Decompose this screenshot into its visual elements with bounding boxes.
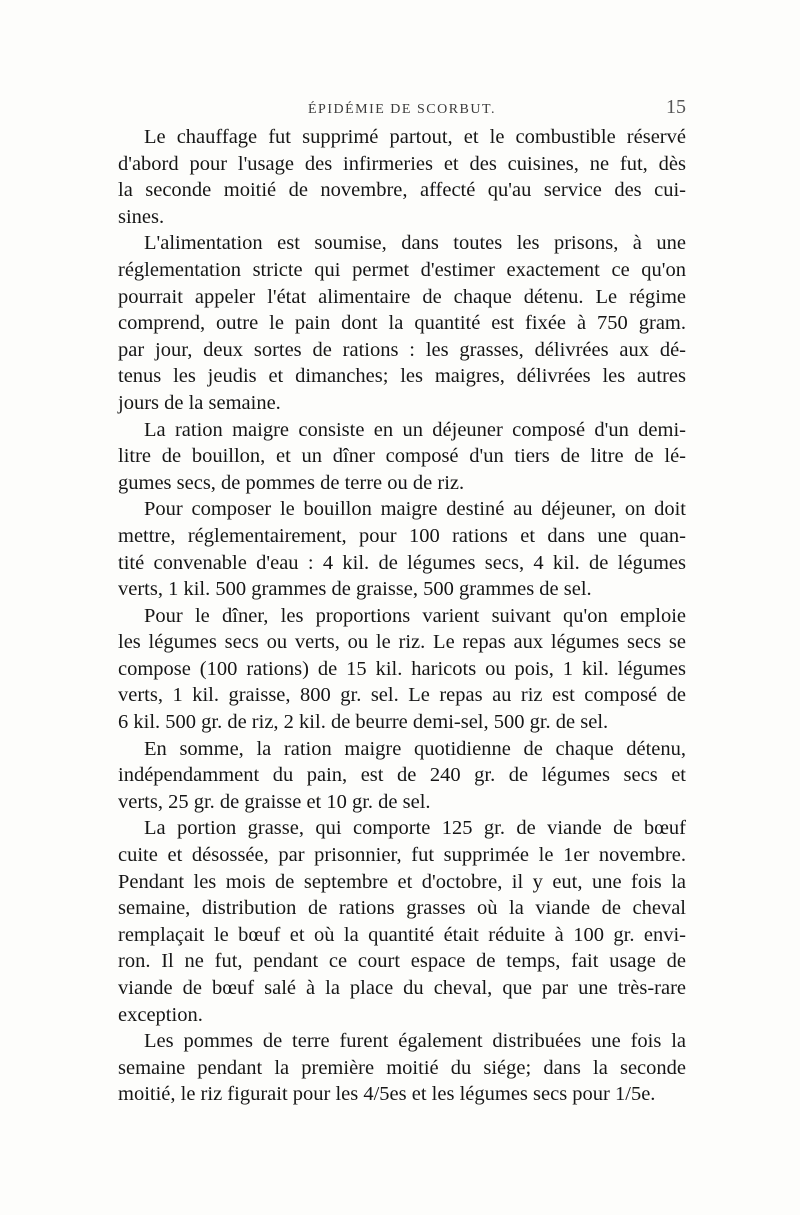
paragraph xyxy=(118,736,686,816)
text-line: viande de bœuf salé à la place du cheval, que par une très-rare xyxy=(118,977,686,999)
text-line: semaine pendant la première moitié du siége; dans la seconde xyxy=(118,1056,686,1079)
paragraph xyxy=(118,124,686,230)
text-line: ron. Il ne fut, pendant ce court espace de temps, fait usage de xyxy=(118,950,686,973)
text-line: verts, 1 kil. graisse, 800 gr. sel. Le repas au riz est composé de xyxy=(118,684,686,707)
text-line: semaine, distribution de rations grasses où la viande de cheval xyxy=(118,897,686,920)
body-text xyxy=(118,124,686,1108)
text-line: indépendamment du pain, est de 240 gr. de légumes secs et xyxy=(118,764,686,787)
text-line: cuite et désossée, par prisonnier, fut supprimée le 1er novembre. xyxy=(118,844,686,867)
page-header xyxy=(118,96,686,124)
page-number: 15 xyxy=(666,96,686,118)
text-line: gumes secs, de pommes de terre ou de riz. xyxy=(118,471,465,494)
text-line: jours de la semaine. xyxy=(118,391,281,414)
text-line: par jour, deux sortes de rations : les grasses, délivrées aux dé- xyxy=(118,338,686,361)
text-line: mettre, réglementairement, pour 100 rations et dans une quan- xyxy=(118,524,686,547)
text-line: litre de bouillon, et un dîner composé d'un tiers de litre de lé- xyxy=(118,445,686,468)
text-line: Pendant les mois de septembre et d'octobre, il y eut, une fois la xyxy=(118,870,686,893)
text-line: verts, 25 gr. de graisse et 10 gr. de sel. xyxy=(118,790,431,813)
text-line: tenus les jeudis et dimanches; les maigres, délivrées les autres xyxy=(118,365,686,388)
text-line: Le chauffage fut supprimé partout, et le combustible réservé xyxy=(144,126,686,148)
text-line: remplaçait le bœuf et où la quantité était réduite à 100 gr. envi- xyxy=(118,923,686,946)
text-line: exception. xyxy=(118,1003,203,1026)
text-line: En somme, la ration maigre quotidienne de chaque détenu, xyxy=(144,737,686,760)
text-line: sines. xyxy=(118,205,165,228)
text-line: réglementation stricte qui permet d'estimer exactement ce qu'on xyxy=(118,258,686,281)
text-line: L'alimentation est soumise, dans toutes les prisons, à une xyxy=(144,232,686,255)
text-line: moitié, le riz figurait pour les 4/5es et les légumes secs pour 1/5e. xyxy=(118,1083,656,1106)
text-line: La ration maigre consiste en un déjeuner composé d'un demi- xyxy=(144,418,686,441)
text-line: verts, 1 kil. 500 grammes de graisse, 500 grammes de sel. xyxy=(118,578,592,601)
text-line: La portion grasse, qui comporte 125 gr. de viande de bœuf xyxy=(144,817,686,840)
paragraph xyxy=(118,496,686,602)
paragraph xyxy=(118,1028,686,1108)
paragraph xyxy=(118,417,686,497)
text-line: d'abord pour l'usage des infirmeries et des cuisines, ne fut, dès xyxy=(118,152,686,175)
text-line: les légumes secs ou verts, ou le riz. Le repas aux légumes secs se xyxy=(118,631,686,654)
text-line: tité convenable d'eau : 4 kil. de légumes secs, 4 kil. de légumes xyxy=(118,551,686,574)
paragraph xyxy=(118,815,686,1028)
paragraph xyxy=(118,603,686,736)
text-line: Pour le dîner, les proportions varient suivant qu'on emploie xyxy=(144,604,686,627)
text-line: compose (100 rations) de 15 kil. haricots ou pois, 1 kil. légumes xyxy=(118,657,686,680)
text-line: Les pommes de terre furent également distribuées une fois la xyxy=(144,1030,686,1053)
text-line: la seconde moitié de novembre, affecté qu'au service des cui- xyxy=(118,179,686,202)
text-line: 6 kil. 500 gr. de riz, 2 kil. de beurre demi-sel, 500 gr. de sel. xyxy=(118,711,609,734)
text-line: Pour composer le bouillon maigre destiné au déjeuner, on doit xyxy=(144,498,686,521)
paragraph xyxy=(118,230,686,416)
text-line: pourrait appeler l'état alimentaire de chaque détenu. Le régime xyxy=(118,285,686,308)
text-line: comprend, outre le pain dont la quantité est fixée à 750 gram. xyxy=(118,312,686,335)
running-head: ÉPIDÉMIE DE SCORBUT. xyxy=(307,102,497,117)
